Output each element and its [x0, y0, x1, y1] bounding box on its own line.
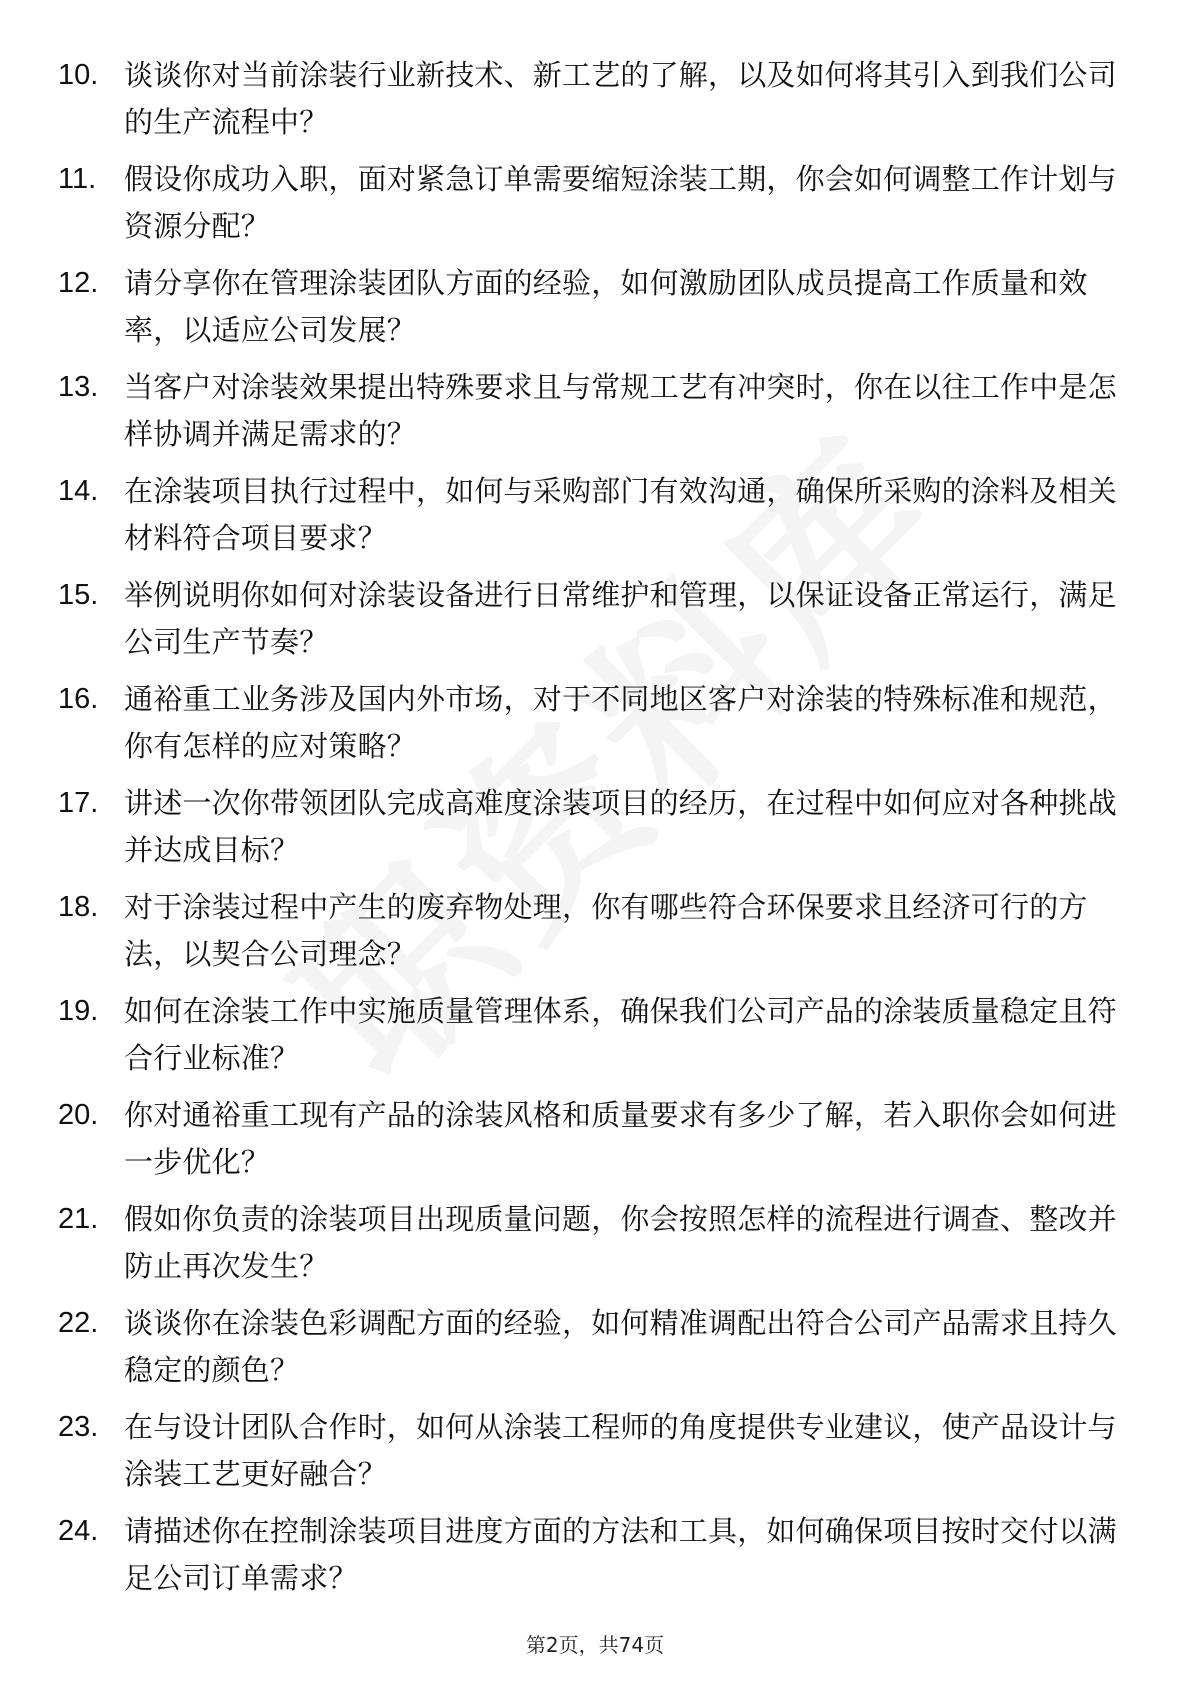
question-item	[0, 1196, 1190, 1300]
question-number: 20.	[58, 1099, 99, 1131]
question-list	[0, 52, 1190, 1612]
question-number: 10.	[58, 59, 99, 91]
question-number: 11.	[58, 163, 97, 195]
question-text: 对于涂装过程中产生的废弃物处理，你有哪些符合环保要求且经济可行的方法，以契合公司理念？	[124, 890, 1088, 971]
question-item	[0, 1404, 1190, 1508]
question-number: 13.	[58, 371, 99, 403]
question-item	[0, 780, 1190, 884]
question-text: 在涂装项目执行过程中，如何与采购部门有效沟通，确保所采购的涂料及相关材料符合项目要求？	[124, 474, 1117, 555]
question-number: 22.	[58, 1307, 99, 1339]
question-number: 18.	[58, 891, 99, 923]
question-text: 假设你成功入职，面对紧急订单需要缩短涂装工期，你会如何调整工作计划与资源分配？	[124, 162, 1117, 243]
question-item	[0, 364, 1190, 468]
question-number: 17.	[58, 787, 99, 819]
question-text: 通裕重工业务涉及国内外市场，对于不同地区客户对涂装的特殊标准和规范，你有怎样的应对策略？	[124, 682, 1117, 763]
question-item	[0, 884, 1190, 988]
question-text: 在与设计团队合作时，如何从涂装工程师的角度提供专业建议，使产品设计与涂装工艺更好融合？	[124, 1410, 1117, 1491]
question-text: 你对通裕重工现有产品的涂装风格和质量要求有多少了解，若入职你会如何进一步优化？	[124, 1098, 1117, 1179]
question-text: 谈谈你在涂装色彩调配方面的经验，如何精准调配出符合公司产品需求且持久稳定的颜色？	[124, 1306, 1117, 1387]
question-text: 当客户对涂装效果提出特殊要求且与常规工艺有冲突时，你在以往工作中是怎样协调并满足需求的？	[124, 370, 1117, 451]
question-text: 假如你负责的涂装项目出现质量问题，你会按照怎样的流程进行调查、整改并防止再次发生？	[124, 1202, 1117, 1283]
question-text: 讲述一次你带领团队完成高难度涂装项目的经历，在过程中如何应对各种挑战并达成目标？	[124, 786, 1117, 867]
question-number: 14.	[58, 475, 99, 507]
question-text: 举例说明你如何对涂装设备进行日常维护和管理，以保证设备正常运行，满足公司生产节奏？	[124, 578, 1117, 659]
question-number: 24.	[58, 1515, 99, 1547]
question-item	[0, 1092, 1190, 1196]
question-item	[0, 1508, 1190, 1612]
question-number: 21.	[58, 1203, 99, 1235]
question-item	[0, 156, 1190, 260]
question-number: 12.	[58, 267, 99, 299]
page-footer: 第2页，共74页	[525, 1633, 665, 1657]
question-item	[0, 52, 1190, 156]
question-item	[0, 260, 1190, 364]
question-number: 19.	[58, 995, 99, 1027]
question-text: 请分享你在管理涂装团队方面的经验，如何激励团队成员提高工作质量和效率，以适应公司发展？	[124, 266, 1088, 347]
question-item	[0, 1300, 1190, 1404]
question-number: 15.	[58, 579, 99, 611]
question-item	[0, 468, 1190, 572]
question-number: 16.	[58, 683, 99, 715]
question-item	[0, 988, 1190, 1092]
question-text: 谈谈你对当前涂装行业新技术、新工艺的了解，以及如何将其引入到我们公司的生产流程中？	[124, 58, 1117, 139]
question-number: 23.	[58, 1411, 99, 1443]
question-item	[0, 676, 1190, 780]
question-item	[0, 572, 1190, 676]
question-text: 如何在涂装工作中实施质量管理体系，确保我们公司产品的涂装质量稳定且符合行业标准？	[124, 994, 1117, 1075]
question-text: 请描述你在控制涂装项目进度方面的方法和工具，如何确保项目按时交付以满足公司订单需求？	[124, 1514, 1117, 1595]
